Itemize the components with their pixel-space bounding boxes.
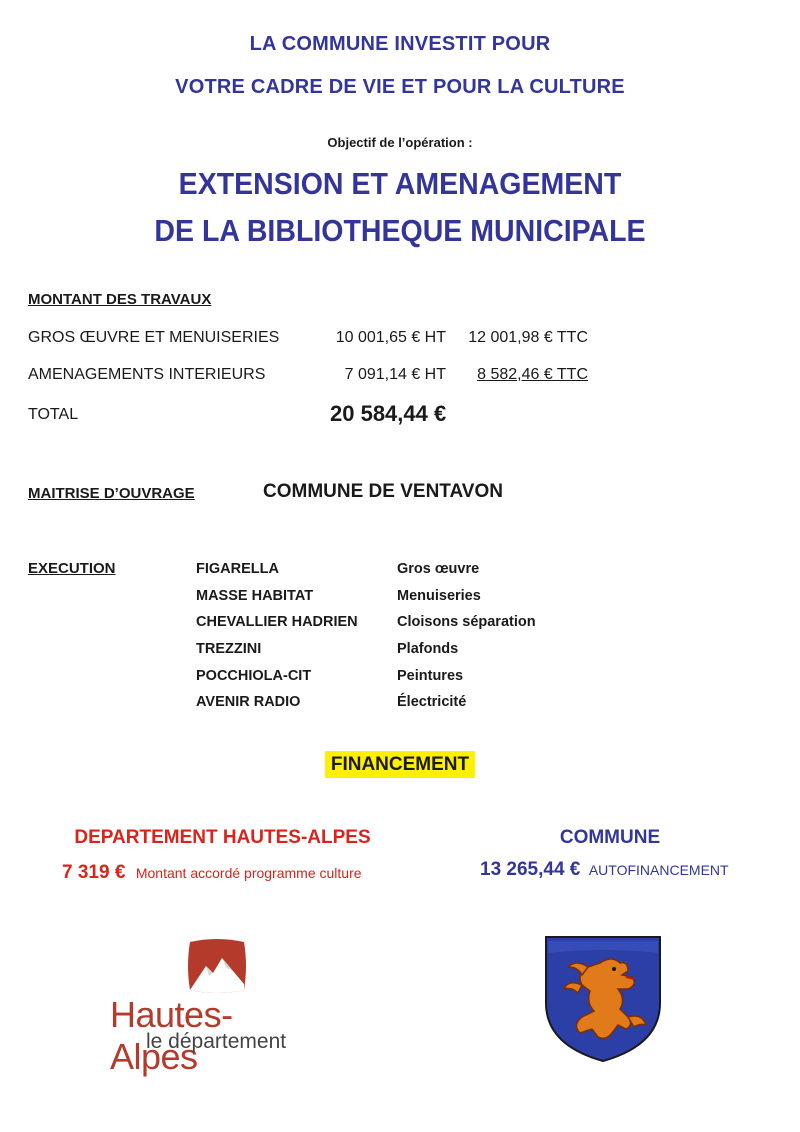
maitrise-heading: MAITRISE D’OUVRAGE: [28, 485, 195, 502]
hautes-alpes-mountain-icon: [186, 938, 248, 994]
execution-task: Électricité: [397, 694, 467, 710]
execution-company: AVENIR RADIO: [196, 694, 301, 710]
execution-task: Cloisons séparation: [397, 614, 536, 630]
maitrise-value: COMMUNE DE VENTAVON: [263, 481, 503, 502]
montant-heading: MONTANT DES TRAVAUX: [28, 291, 212, 308]
financement-heading: FINANCEMENT: [325, 751, 475, 778]
title-line-2: DE LA BIBLIOTHEQUE MUNICIPALE: [154, 213, 646, 248]
execution-company: CHEVALLIER HADRIEN: [196, 614, 358, 630]
execution-company: FIGARELLA: [196, 561, 279, 577]
montant-row-label: AMENAGEMENTS INTERIEURS: [28, 366, 266, 383]
commune-title: COMMUNE: [559, 827, 661, 848]
departement-title: DEPARTEMENT HAUTES-ALPES: [74, 827, 371, 848]
departement-amount: 7 319 €: [62, 862, 126, 883]
execution-company: POCCHIOLA-CIT: [196, 668, 312, 684]
header-line-2: VOTRE CADRE DE VIE ET POUR LA CULTURE: [175, 76, 625, 98]
execution-task: Peintures: [397, 668, 464, 684]
objective-label: Objectif de l’opération :: [327, 135, 473, 150]
total-value: 20 584,44 €: [330, 401, 447, 426]
execution-heading: EXECUTION: [28, 560, 116, 577]
departement-note: Montant accordé programme culture: [135, 865, 362, 881]
execution-task: Menuiseries: [397, 588, 481, 604]
montant-row-label: GROS ŒUVRE ET MENUISERIES: [28, 329, 280, 346]
hautes-alpes-name: Hautes-Alpes: [110, 994, 233, 1077]
execution-company: TREZZINI: [196, 641, 262, 657]
title-line-1: EXTENSION ET AMENAGEMENT: [178, 166, 622, 201]
commune-note: AUTOFINANCEMENT: [588, 862, 729, 878]
montant-row-ht: 7 091,14 € HT: [344, 366, 446, 383]
commune-coat-of-arms: [542, 933, 664, 1065]
execution-company: MASSE HABITAT: [196, 588, 314, 604]
hautes-alpes-logo: [110, 938, 320, 1077]
commune-amount: 13 265,44 €: [480, 859, 581, 880]
hautes-alpes-sub: le département: [146, 1030, 287, 1053]
total-label: TOTAL: [28, 406, 79, 423]
execution-task: Gros œuvre: [397, 561, 480, 577]
montant-row-ttc: 8 582,46 € TTC: [477, 366, 588, 383]
execution-task: Plafonds: [397, 641, 459, 657]
header-line-1: LA COMMUNE INVESTIT POUR: [249, 33, 551, 55]
montant-row-ttc: 12 001,98 € TTC: [468, 329, 588, 346]
montant-row-ht: 10 001,65 € HT: [335, 329, 446, 346]
lion-shield-icon: [542, 933, 664, 1065]
